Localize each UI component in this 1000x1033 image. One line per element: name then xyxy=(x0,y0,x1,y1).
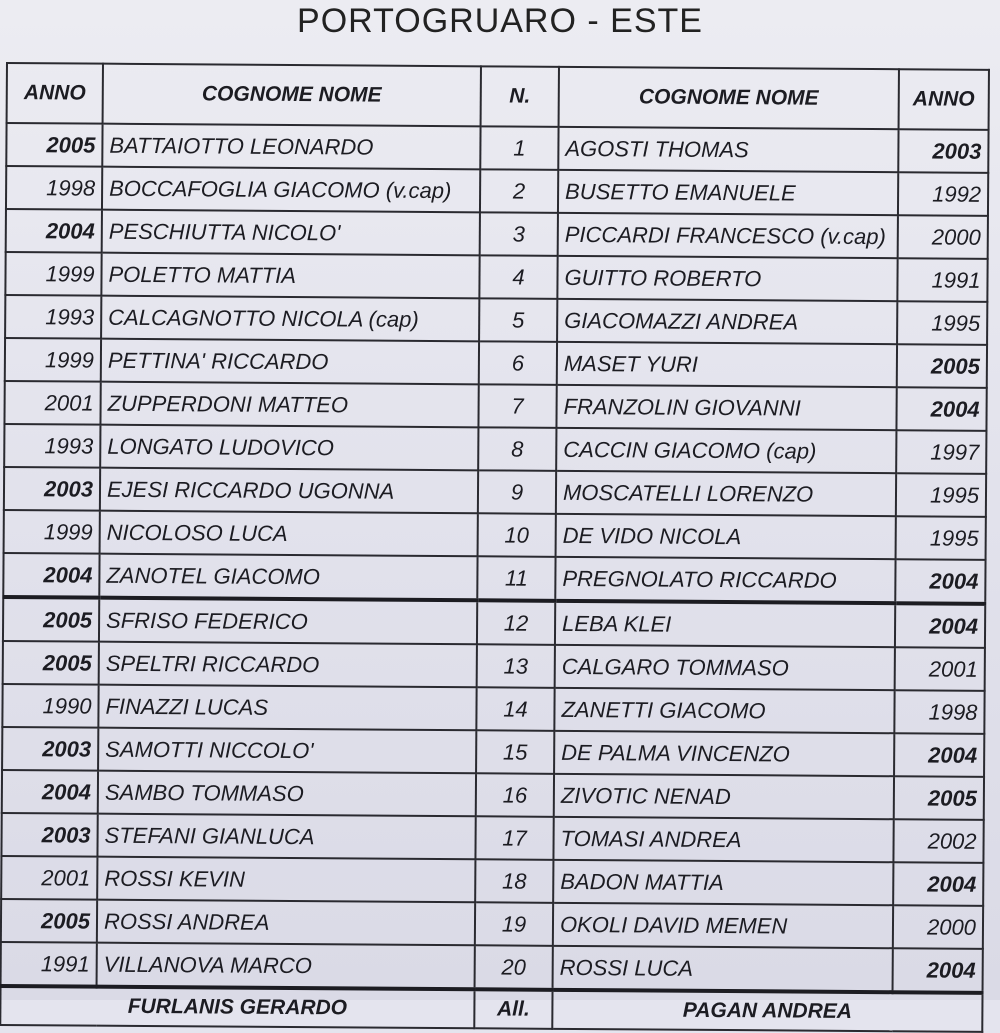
table-row xyxy=(2,684,984,734)
number-cell: 7 xyxy=(478,384,556,428)
header-left-year: ANNO xyxy=(7,63,103,124)
table-row xyxy=(6,123,988,173)
left-name-cell: SAMBO TOMMASO xyxy=(98,771,476,817)
left-name-cell: BATTAIOTTO LEONARDO xyxy=(102,124,480,170)
right-name-cell: PREGNOLATO RICCARDO xyxy=(555,557,895,603)
number-cell: 12 xyxy=(477,600,555,645)
right-year-cell: 2003 xyxy=(898,129,988,173)
table-row xyxy=(3,641,985,691)
right-name-cell: MASET YURI xyxy=(557,342,897,387)
left-name-cell: LONGATO LUDOVICO xyxy=(100,425,478,471)
table-row xyxy=(2,727,984,777)
right-name-cell: TOMASI ANDREA xyxy=(553,817,893,862)
number-cell: 14 xyxy=(476,687,554,731)
number-cell: 3 xyxy=(480,212,558,256)
right-year-cell: 2004 xyxy=(893,862,983,906)
number-cell: 10 xyxy=(478,513,556,557)
right-name-cell: DE PALMA VINCENZO xyxy=(554,731,894,776)
coach-label: All. xyxy=(474,989,552,1029)
roster-body xyxy=(1,123,989,993)
left-year-cell: 2004 xyxy=(6,209,102,253)
right-name-cell: ROSSI LUCA xyxy=(553,946,893,992)
right-year-cell: 2004 xyxy=(895,559,985,604)
left-year-cell: 2005 xyxy=(3,597,99,642)
left-year-cell: 2001 xyxy=(4,381,100,425)
right-year-cell: 2000 xyxy=(893,905,983,949)
right-name-cell: CALGARO TOMMASO xyxy=(555,645,895,690)
left-year-cell: 2004 xyxy=(2,770,98,814)
coach-left: FURLANIS GERARDO xyxy=(0,986,474,1028)
coach-right: PAGAN ANDREA xyxy=(552,990,982,1032)
coach-row xyxy=(0,986,982,1032)
number-cell: 8 xyxy=(478,427,556,471)
left-year-cell: 2005 xyxy=(6,123,102,167)
table-row xyxy=(5,295,987,345)
right-name-cell: FRANZOLIN GIOVANNI xyxy=(556,385,896,430)
header-number: N. xyxy=(481,66,559,127)
number-cell: 16 xyxy=(476,773,554,817)
table-row xyxy=(6,166,988,216)
right-name-cell: OKOLI DAVID MEMEN xyxy=(553,903,893,948)
table-row xyxy=(3,553,985,604)
number-cell: 13 xyxy=(477,644,555,688)
left-name-cell: VILLANOVA MARCO xyxy=(97,943,475,990)
header-row xyxy=(7,63,989,130)
right-name-cell: BUSETTO EMANUELE xyxy=(558,170,898,215)
number-cell: 2 xyxy=(480,169,558,213)
right-year-cell: 1997 xyxy=(896,430,986,474)
right-year-cell: 1995 xyxy=(896,516,986,560)
left-name-cell: BOCCAFOGLIA GIACOMO (v.cap) xyxy=(102,167,480,213)
left-year-cell: 1993 xyxy=(5,295,101,339)
table-row xyxy=(5,252,987,302)
left-name-cell: ZUPPERDONI MATTEO xyxy=(100,382,478,428)
left-name-cell: PETTINA' RICCARDO xyxy=(101,339,479,385)
right-name-cell: ZIVOTIC NENAD xyxy=(554,774,894,819)
header-right-year: ANNO xyxy=(899,69,989,130)
right-year-cell: 2004 xyxy=(894,733,984,777)
left-year-cell: 2005 xyxy=(1,899,97,943)
left-name-cell: SFRISO FEDERICO xyxy=(99,598,477,645)
right-name-cell: LEBA KLEI xyxy=(555,601,895,647)
number-cell: 17 xyxy=(475,816,553,860)
left-name-cell: POLETTO MATTIA xyxy=(101,253,479,299)
table-row xyxy=(4,381,986,431)
match-title: PORTOGRUARO - ESTE xyxy=(297,2,703,40)
table-row xyxy=(4,424,986,474)
right-name-cell: GIACOMAZZI ANDREA xyxy=(557,299,897,344)
right-year-cell: 2004 xyxy=(895,603,985,648)
table-row xyxy=(1,813,983,863)
table-row xyxy=(6,209,988,259)
left-name-cell: NICOLOSO LUCA xyxy=(100,511,478,557)
number-cell: 11 xyxy=(477,556,555,601)
table-row xyxy=(5,338,987,388)
table-row xyxy=(1,942,983,993)
right-year-cell: 2005 xyxy=(894,776,984,820)
right-year-cell: 1995 xyxy=(897,301,987,345)
left-name-cell: ROSSI KEVIN xyxy=(97,857,475,903)
left-name-cell: EJESI RICCARDO UGONNA xyxy=(100,468,478,514)
left-year-cell: 1990 xyxy=(2,684,98,728)
left-year-cell: 2004 xyxy=(3,553,99,598)
left-year-cell: 2003 xyxy=(4,467,100,511)
table-row xyxy=(1,856,983,906)
left-name-cell: FINAZZI LUCAS xyxy=(98,685,476,731)
left-year-cell: 1999 xyxy=(4,510,100,554)
header-right-name: COGNOME NOME xyxy=(559,67,899,129)
number-cell: 19 xyxy=(475,902,553,946)
number-cell: 20 xyxy=(475,945,553,990)
left-name-cell: PESCHIUTTA NICOLO' xyxy=(102,210,480,256)
roster-table xyxy=(0,62,990,1033)
number-cell: 15 xyxy=(476,730,554,774)
right-year-cell: 1998 xyxy=(894,690,984,734)
left-name-cell: SAMOTTI NICCOLO' xyxy=(98,728,476,774)
right-year-cell: 2005 xyxy=(897,344,987,388)
number-cell: 6 xyxy=(479,341,557,385)
table-row xyxy=(3,597,985,648)
number-cell: 1 xyxy=(480,126,558,170)
right-year-cell: 2001 xyxy=(895,647,985,691)
left-name-cell: ROSSI ANDREA xyxy=(97,900,475,946)
right-name-cell: CACCIN GIACOMO (cap) xyxy=(556,428,896,473)
right-year-cell: 2000 xyxy=(898,215,988,259)
right-name-cell: AGOSTI THOMAS xyxy=(558,127,898,172)
table-row xyxy=(2,770,984,820)
table-row xyxy=(1,899,983,949)
number-cell: 4 xyxy=(479,255,557,299)
right-name-cell: GUITTO ROBERTO xyxy=(557,256,897,301)
table-row xyxy=(4,510,986,560)
left-name-cell: ZANOTEL GIACOMO xyxy=(99,554,477,601)
right-year-cell: 1995 xyxy=(896,473,986,517)
left-year-cell: 2005 xyxy=(3,641,99,685)
left-year-cell: 2001 xyxy=(1,856,97,900)
header-left-name: COGNOME NOME xyxy=(103,64,481,127)
left-year-cell: 1998 xyxy=(6,166,102,210)
right-year-cell: 1992 xyxy=(898,172,988,216)
left-name-cell: SPELTRI RICCARDO xyxy=(99,642,477,688)
left-name-cell: CALCAGNOTTO NICOLA (cap) xyxy=(101,296,479,342)
right-name-cell: DE VIDO NICOLA xyxy=(556,514,896,559)
right-name-cell: PICCARDI FRANCESCO (v.cap) xyxy=(558,213,898,258)
right-year-cell: 2002 xyxy=(893,819,983,863)
table-row xyxy=(4,467,986,517)
left-year-cell: 1999 xyxy=(5,338,101,382)
left-year-cell: 2003 xyxy=(2,727,98,771)
number-cell: 5 xyxy=(479,298,557,342)
left-year-cell: 2003 xyxy=(1,813,97,857)
right-name-cell: BADON MATTIA xyxy=(553,860,893,905)
right-year-cell: 1991 xyxy=(897,258,987,302)
right-year-cell: 2004 xyxy=(893,948,983,993)
left-year-cell: 1999 xyxy=(5,252,101,296)
left-name-cell: STEFANI GIANLUCA xyxy=(97,814,475,860)
number-cell: 9 xyxy=(478,470,556,514)
number-cell: 18 xyxy=(475,859,553,903)
left-year-cell: 1993 xyxy=(4,424,100,468)
right-name-cell: ZANETTI GIACOMO xyxy=(554,688,894,733)
left-year-cell: 1991 xyxy=(1,942,97,987)
right-year-cell: 2004 xyxy=(896,387,986,431)
right-name-cell: MOSCATELLI LORENZO xyxy=(556,471,896,516)
